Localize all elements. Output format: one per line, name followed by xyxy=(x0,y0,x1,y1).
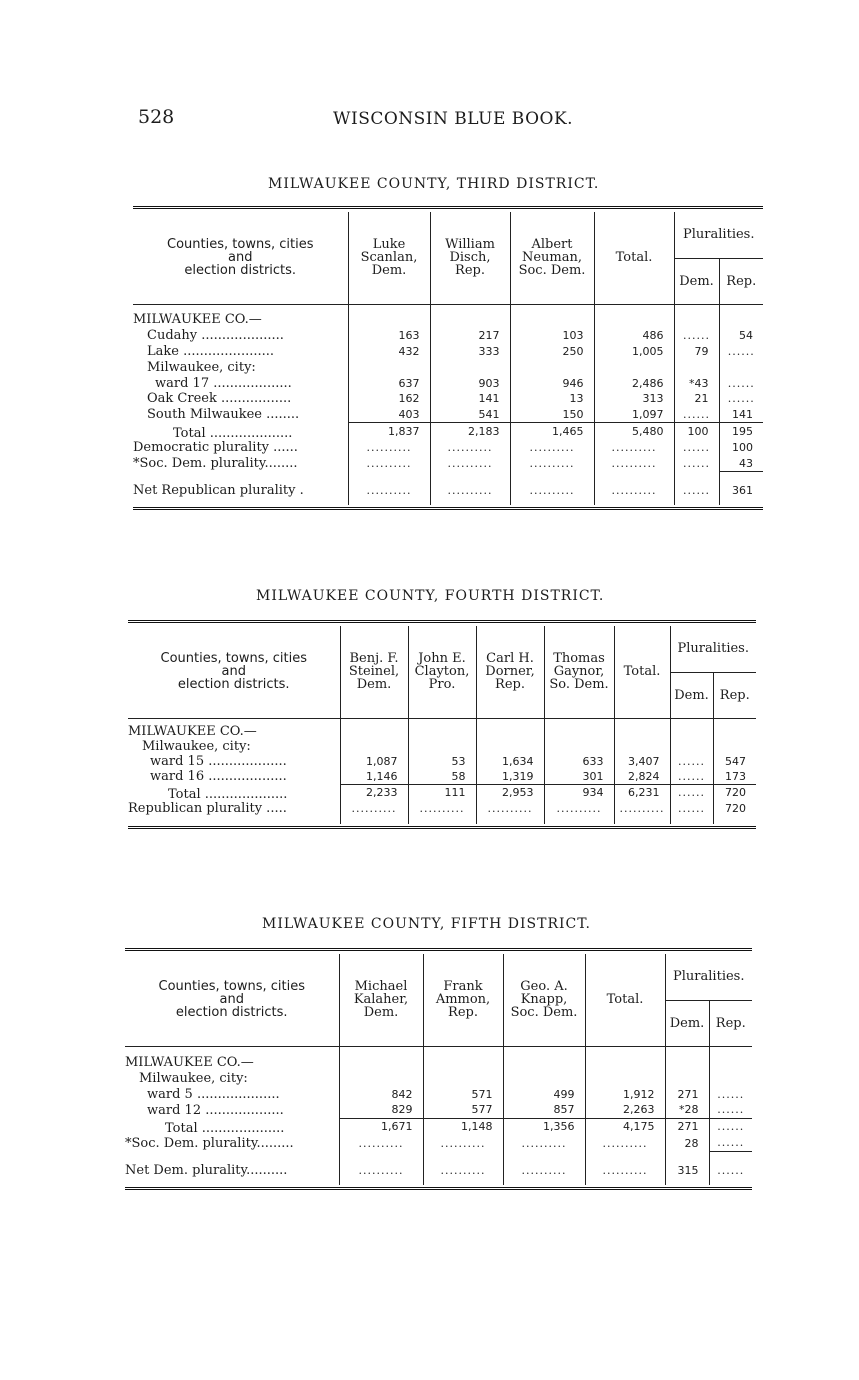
table-cell: ...... xyxy=(670,801,713,816)
table-top-rule xyxy=(128,620,756,623)
table-cell: *28 xyxy=(665,1102,709,1118)
row-label: Cudahy .................... xyxy=(147,328,284,344)
table-cell: 100 xyxy=(674,423,719,440)
table-cell xyxy=(585,1070,665,1086)
table-cell: 79 xyxy=(674,344,719,360)
table-cell xyxy=(594,312,674,328)
header-line: Counties, towns, cities xyxy=(158,979,305,995)
table-cell xyxy=(594,359,674,375)
table-cell xyxy=(670,724,713,739)
table-cell xyxy=(614,724,670,739)
row-label: *Soc. Dem. plurality........ xyxy=(133,455,298,471)
table-cell: 173 xyxy=(713,769,756,784)
table-row xyxy=(125,1135,752,1151)
table-cell: 903 xyxy=(430,375,510,391)
table-cell: 541 xyxy=(430,407,510,423)
table-cell: ...... xyxy=(674,471,719,497)
table-cell: 4,175 xyxy=(585,1118,665,1135)
row-label: Net Republican plurality . xyxy=(133,482,304,497)
header-candidate xyxy=(510,212,594,304)
table-cell: .......... xyxy=(510,471,594,497)
table-cell: 577 xyxy=(423,1102,503,1118)
candidate-line: Neuman, xyxy=(521,250,583,266)
table-cell xyxy=(719,359,763,375)
results-table xyxy=(128,626,756,824)
row-label: Milwaukee, city: xyxy=(142,739,251,754)
table-row xyxy=(133,471,763,497)
header-line: Counties, towns, cities xyxy=(167,237,314,253)
table-top-rule xyxy=(125,948,752,951)
table-cell: 333 xyxy=(430,344,510,360)
header-line: Counties, towns, cities xyxy=(160,651,307,667)
header-line: election districts. xyxy=(175,1005,288,1021)
table-cell xyxy=(476,739,544,754)
table-row xyxy=(133,407,763,423)
header-pluralities: Pluralities. xyxy=(674,212,763,258)
table-cell: 2,953 xyxy=(476,784,544,801)
table-cell xyxy=(510,359,594,375)
header-line: and xyxy=(219,992,244,1008)
table-cell: 1,319 xyxy=(476,769,544,784)
table-cell: .......... xyxy=(423,1151,503,1177)
header-rep: Rep. xyxy=(713,672,756,718)
table-cell: ...... xyxy=(674,440,719,456)
table-row xyxy=(128,754,756,769)
table-cell xyxy=(585,1054,665,1070)
candidate-line: William xyxy=(445,237,495,253)
table-cell: .......... xyxy=(339,1151,423,1177)
row-label: Milwaukee, city: xyxy=(147,359,256,375)
table-cell: 162 xyxy=(348,391,430,407)
row-label: *Soc. Dem. plurality......... xyxy=(125,1135,294,1151)
table-cell: 2,486 xyxy=(594,375,674,391)
table-cell xyxy=(670,739,713,754)
table-row xyxy=(128,739,756,754)
running-head: WISCONSIN BLUE BOOK. xyxy=(333,109,574,129)
header-total: Total. xyxy=(614,626,670,718)
table-cell xyxy=(430,312,510,328)
table-row xyxy=(125,1102,752,1118)
table-cell: 53 xyxy=(408,754,476,769)
candidate-line: Kalaher, xyxy=(353,992,409,1008)
table-cell: 43 xyxy=(719,455,763,471)
candidate-line: Rep. xyxy=(448,1005,478,1021)
table-row xyxy=(133,312,763,328)
table-cell: 150 xyxy=(510,407,594,423)
table-cell: 1,837 xyxy=(348,423,430,440)
table-cell: 829 xyxy=(339,1102,423,1118)
candidate-line: Ammon, xyxy=(435,992,491,1008)
table-cell: 2,183 xyxy=(430,423,510,440)
table-cell: .......... xyxy=(348,471,430,497)
table-bottom-rule xyxy=(133,507,763,510)
table-cell: 361 xyxy=(719,471,763,497)
table-cell xyxy=(713,739,756,754)
table-cell xyxy=(709,1054,752,1070)
table-cell: 633 xyxy=(544,754,614,769)
table-cell: 100 xyxy=(719,440,763,456)
table-row xyxy=(128,801,756,816)
table-cell xyxy=(408,739,476,754)
table-row xyxy=(133,391,763,407)
table-cell: 54 xyxy=(719,328,763,344)
page-number: 528 xyxy=(138,106,175,128)
table-cell: ...... xyxy=(709,1102,752,1118)
table-cell: .......... xyxy=(585,1135,665,1151)
table-cell: 313 xyxy=(594,391,674,407)
table-cell xyxy=(339,1054,423,1070)
candidate-line: Scanlan, xyxy=(360,250,418,266)
table-cell: .......... xyxy=(348,440,430,456)
candidate-line: Gaynor, xyxy=(553,664,605,680)
row-label: Total .................... xyxy=(168,787,288,801)
table-cell: 499 xyxy=(503,1086,585,1102)
table-cell: .......... xyxy=(503,1135,585,1151)
results-table xyxy=(133,212,763,505)
table-top-rule xyxy=(133,206,763,209)
row-label: MILWAUKEE CO.— xyxy=(128,724,257,739)
table-cell: ...... xyxy=(709,1118,752,1135)
row-label: Oak Creek ................. xyxy=(147,391,292,407)
candidate-line: Carl H. xyxy=(486,651,534,667)
table-cell: .......... xyxy=(510,455,594,471)
table-cell xyxy=(340,724,408,739)
table-row xyxy=(128,724,756,739)
table-cell: 2,233 xyxy=(340,784,408,801)
table-cell: .......... xyxy=(423,1135,503,1151)
header-candidate xyxy=(430,212,510,304)
table-cell xyxy=(423,1070,503,1086)
table-cell xyxy=(510,312,594,328)
table-cell: 842 xyxy=(339,1086,423,1102)
table-cell: 5,480 xyxy=(594,423,674,440)
table-cell: 3,407 xyxy=(614,754,670,769)
table-cell: .......... xyxy=(503,1151,585,1177)
table-row xyxy=(133,440,763,456)
candidate-line: Frank xyxy=(443,979,483,995)
table-cell: 250 xyxy=(510,344,594,360)
table-cell: 547 xyxy=(713,754,756,769)
row-label: MILWAUKEE CO.— xyxy=(133,312,262,328)
table-cell: ...... xyxy=(709,1135,752,1151)
table-cell: 111 xyxy=(408,784,476,801)
table-cell xyxy=(408,724,476,739)
table-cell: ...... xyxy=(674,407,719,423)
candidate-line: Dem. xyxy=(356,677,392,693)
table-cell: 2,263 xyxy=(585,1102,665,1118)
table-cell: 315 xyxy=(665,1151,709,1177)
row-label: ward 12 ................... xyxy=(147,1102,284,1118)
table-cell xyxy=(544,739,614,754)
table-cell: 637 xyxy=(348,375,430,391)
table-cell: 217 xyxy=(430,328,510,344)
table-cell: .......... xyxy=(408,801,476,816)
candidate-line: Soc. Dem. xyxy=(518,263,586,279)
header-dem: Dem. xyxy=(665,1000,709,1046)
table-cell: ...... xyxy=(674,328,719,344)
table-cell: .......... xyxy=(594,455,674,471)
table-cell xyxy=(503,1054,585,1070)
table-cell: 301 xyxy=(544,769,614,784)
candidate-line: Dem. xyxy=(371,263,407,279)
table-cell: 720 xyxy=(713,784,756,801)
table-cell xyxy=(503,1070,585,1086)
table-cell: .......... xyxy=(544,801,614,816)
table-cell: ...... xyxy=(709,1151,752,1177)
table-cell: 720 xyxy=(713,801,756,816)
header-dem: Dem. xyxy=(670,672,713,718)
candidate-line: Pro. xyxy=(428,677,456,693)
header-pluralities: Pluralities. xyxy=(665,954,752,1000)
table-cell: 571 xyxy=(423,1086,503,1102)
header-district-column xyxy=(125,954,339,1046)
table-cell: 1,912 xyxy=(585,1086,665,1102)
header-candidate xyxy=(408,626,476,718)
header-candidate xyxy=(476,626,544,718)
row-label: Democratic plurality ...... xyxy=(133,439,298,455)
table-cell: 1,005 xyxy=(594,344,674,360)
table-cell xyxy=(719,312,763,328)
header-candidate xyxy=(423,954,503,1046)
candidate-line: Michael xyxy=(354,979,408,995)
table-cell: 271 xyxy=(665,1086,709,1102)
table-cell: 141 xyxy=(719,407,763,423)
table-row xyxy=(125,1118,752,1135)
candidate-line: So. Dem. xyxy=(549,677,609,693)
table-row xyxy=(133,344,763,360)
table-cell xyxy=(339,1070,423,1086)
table-row xyxy=(125,1070,752,1086)
candidate-line: Thomas xyxy=(553,651,605,667)
table-cell: ...... xyxy=(670,754,713,769)
row-label: Milwaukee, city: xyxy=(139,1070,248,1086)
header-pluralities: Pluralities. xyxy=(670,626,756,672)
table-cell xyxy=(348,359,430,375)
table-cell: 58 xyxy=(408,769,476,784)
table-row xyxy=(133,455,763,471)
table-row xyxy=(125,1151,752,1177)
candidate-line: Benj. F. xyxy=(349,651,399,667)
table-row xyxy=(133,328,763,344)
table-cell xyxy=(665,1054,709,1070)
header-line: election districts. xyxy=(177,677,290,693)
table-cell: .......... xyxy=(585,1151,665,1177)
header-line: and xyxy=(221,664,246,680)
table-cell: 403 xyxy=(348,407,430,423)
candidate-line: Disch, xyxy=(449,250,491,266)
table-cell: .......... xyxy=(348,455,430,471)
row-label: Lake ...................... xyxy=(147,343,274,359)
table-cell xyxy=(476,724,544,739)
header-rep: Rep. xyxy=(709,1000,752,1046)
table-cell xyxy=(713,724,756,739)
table-cell: ...... xyxy=(670,769,713,784)
table-cell: 946 xyxy=(510,375,594,391)
table-row xyxy=(133,423,763,440)
table-cell: .......... xyxy=(339,1135,423,1151)
candidate-line: Soc. Dem. xyxy=(510,1005,578,1021)
row-label: MILWAUKEE CO.— xyxy=(125,1054,254,1070)
row-label: ward 17 ................... xyxy=(155,375,292,391)
table-cell: 163 xyxy=(348,328,430,344)
table-cell xyxy=(348,312,430,328)
table-cell: .......... xyxy=(614,801,670,816)
candidate-line: John E. xyxy=(418,651,466,667)
table-cell: 21 xyxy=(674,391,719,407)
row-label: Republican plurality ..... xyxy=(128,801,287,816)
table-row xyxy=(128,769,756,784)
candidate-line: Dorner, xyxy=(485,664,535,680)
table-cell: 1,097 xyxy=(594,407,674,423)
table-cell: ...... xyxy=(709,1086,752,1102)
table-cell: .......... xyxy=(594,440,674,456)
table-cell: 271 xyxy=(665,1118,709,1135)
table-row xyxy=(125,1054,752,1070)
table-row xyxy=(133,375,763,391)
table-cell xyxy=(674,312,719,328)
table-cell: 2,824 xyxy=(614,769,670,784)
row-label: ward 16 ................... xyxy=(150,769,287,784)
header-candidate xyxy=(348,212,430,304)
candidate-line: Knapp, xyxy=(520,992,568,1008)
table-cell: 1,148 xyxy=(423,1118,503,1135)
table-title: MILWAUKEE COUNTY, FIFTH DISTRICT. xyxy=(262,916,591,932)
header-district-column xyxy=(128,626,340,718)
header-candidate xyxy=(340,626,408,718)
table-cell: 432 xyxy=(348,344,430,360)
table-cell: .......... xyxy=(594,471,674,497)
header-total: Total. xyxy=(594,212,674,304)
candidate-line: Luke xyxy=(372,237,406,253)
table-row xyxy=(128,784,756,801)
table-bottom-rule xyxy=(125,1187,752,1190)
table-cell: ...... xyxy=(670,784,713,801)
table-cell xyxy=(614,739,670,754)
table-row xyxy=(125,1086,752,1102)
table-row xyxy=(133,359,763,375)
row-label: Total .................... xyxy=(173,425,293,440)
row-label: Total .................... xyxy=(165,1121,285,1135)
table-cell xyxy=(544,724,614,739)
table-cell: ...... xyxy=(719,375,763,391)
header-dem: Dem. xyxy=(674,258,719,304)
table-cell: 1,146 xyxy=(340,769,408,784)
table-cell: *43 xyxy=(674,375,719,391)
table-cell: 141 xyxy=(430,391,510,407)
results-table xyxy=(125,954,752,1185)
table-cell: 195 xyxy=(719,423,763,440)
table-cell: 6,231 xyxy=(614,784,670,801)
table-cell: 1,087 xyxy=(340,754,408,769)
row-label: South Milwaukee ........ xyxy=(147,407,300,423)
table-cell: .......... xyxy=(340,801,408,816)
table-cell: ...... xyxy=(674,455,719,471)
table-cell: 934 xyxy=(544,784,614,801)
table-cell: .......... xyxy=(510,440,594,456)
table-cell: .......... xyxy=(430,440,510,456)
table-cell: 1,634 xyxy=(476,754,544,769)
header-candidate xyxy=(544,626,614,718)
row-label: ward 15 ................... xyxy=(150,754,287,769)
table-cell: .......... xyxy=(430,455,510,471)
header-line: and xyxy=(228,250,253,266)
row-label: ward 5 .................... xyxy=(147,1086,280,1102)
row-label: Net Dem. plurality.......... xyxy=(125,1163,288,1177)
table-cell: 1,465 xyxy=(510,423,594,440)
table-cell: 13 xyxy=(510,391,594,407)
header-district-column xyxy=(133,212,348,304)
table-cell xyxy=(665,1070,709,1086)
table-cell: 1,356 xyxy=(503,1118,585,1135)
table-cell xyxy=(430,359,510,375)
header-candidate xyxy=(503,954,585,1046)
table-title: MILWAUKEE COUNTY, THIRD DISTRICT. xyxy=(268,176,600,192)
table-cell xyxy=(709,1070,752,1086)
table-cell: 486 xyxy=(594,328,674,344)
header-candidate xyxy=(339,954,423,1046)
table-cell: 28 xyxy=(665,1135,709,1151)
candidate-line: Steinel, xyxy=(348,664,400,680)
candidate-line: Albert xyxy=(531,237,573,253)
table-cell: 1,671 xyxy=(339,1118,423,1135)
table-cell: .......... xyxy=(430,471,510,497)
table-cell: 103 xyxy=(510,328,594,344)
table-title: MILWAUKEE COUNTY, FOURTH DISTRICT. xyxy=(256,588,605,604)
header-line: election districts. xyxy=(184,263,297,279)
candidate-line: Rep. xyxy=(495,677,525,693)
table-cell: .......... xyxy=(476,801,544,816)
candidate-line: Clayton, xyxy=(414,664,470,680)
table-cell: ...... xyxy=(719,344,763,360)
table-cell xyxy=(423,1054,503,1070)
header-total: Total. xyxy=(585,954,665,1046)
candidate-line: Dem. xyxy=(363,1005,399,1021)
candidate-line: Rep. xyxy=(455,263,485,279)
table-cell xyxy=(340,739,408,754)
candidate-line: Geo. A. xyxy=(520,979,568,995)
table-cell xyxy=(674,359,719,375)
table-bottom-rule xyxy=(128,826,756,829)
table-cell: ...... xyxy=(719,391,763,407)
table-cell: 857 xyxy=(503,1102,585,1118)
header-rep: Rep. xyxy=(719,258,763,304)
